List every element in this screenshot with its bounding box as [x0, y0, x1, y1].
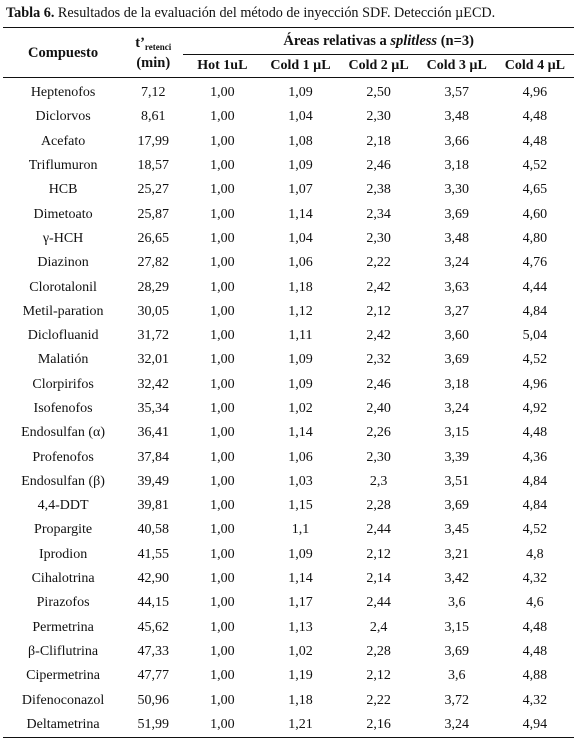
cell-cold2: 2,40: [366, 401, 391, 416]
table-row: [3, 348, 574, 372]
header-group-prefix: Áreas relativas a: [283, 33, 391, 49]
cell-cold1: 1,11: [288, 328, 313, 344]
cell-hot1: 1,00: [210, 619, 235, 635]
cell-cold2: 2,22: [366, 692, 391, 708]
cell-hot1: 1,00: [210, 571, 235, 587]
cell-retention: 50,96: [137, 692, 169, 708]
cell-cold1: 1,09: [288, 85, 313, 101]
cell-cold3: 3,45: [444, 522, 469, 538]
table-header: [3, 28, 574, 78]
cell-cold2: 2,50: [366, 85, 391, 101]
cell-retention: 40,58: [137, 522, 169, 538]
cell-cold1: 1,14: [288, 425, 313, 441]
cell-cold1: 1,18: [288, 279, 313, 295]
cell-cold3: 3,69: [444, 498, 469, 514]
header-col-cold1: Cold 1 µL: [261, 55, 339, 78]
cell-cold4: 4,6: [526, 595, 544, 611]
cell-compound: Cihalotrina: [31, 571, 95, 587]
cell-hot1: 1,00: [210, 85, 235, 101]
cell-compound: Clorotalonil: [29, 279, 97, 295]
cell-cold1: 1,12: [288, 303, 313, 319]
cell-cold4: 4,32: [522, 692, 548, 708]
cell-retention: 28,29: [137, 279, 169, 295]
cell-cold2: 2,30: [366, 449, 391, 465]
cell-hot1: 1,00: [210, 498, 235, 514]
table-row: [3, 324, 574, 348]
cell-hot1: 1,00: [210, 230, 235, 246]
cell-compound: Cipermetrina: [26, 668, 101, 684]
cell-hot1: 1,00: [210, 643, 235, 659]
cell-cold1: 1,09: [288, 546, 313, 562]
cell-cold4: 4,76: [522, 255, 548, 271]
cell-cold3: 3,18: [444, 376, 469, 392]
table-row: [3, 640, 574, 664]
cell-retention: 45,62: [137, 619, 169, 635]
cell-retention: 42,90: [137, 571, 169, 587]
cell-retention: 25,87: [137, 206, 169, 222]
cell-cold1: 1,13: [288, 619, 313, 635]
table-row: [3, 105, 574, 129]
cell-cold2: 2,46: [366, 158, 391, 174]
cell-cold3: 3,42: [444, 571, 469, 587]
cell-cold2: 2,12: [366, 303, 391, 319]
cell-hot1: 1,00: [210, 668, 235, 684]
cell-compound: Endosulfan (α): [21, 425, 106, 441]
cell-cold1: 1,09: [288, 158, 313, 174]
cell-cold3: 3,18: [444, 158, 469, 174]
cell-cold2: 2,26: [366, 425, 391, 441]
cell-cold1: 1,09: [288, 352, 313, 368]
cell-hot1: 1,00: [210, 376, 235, 392]
cell-compound: Propargite: [34, 522, 93, 538]
cell-cold4: 4,96: [522, 376, 548, 392]
cell-cold2: 2,30: [366, 109, 391, 125]
cell-hot1: 1,00: [210, 182, 235, 198]
cell-hot1: 1,00: [210, 255, 235, 271]
cell-cold2: 2,3: [369, 473, 388, 489]
cell-cold1: 1,18: [288, 692, 313, 708]
cell-compound: Clorpirifos: [32, 376, 94, 392]
table-row: [3, 616, 574, 640]
header-col-cold2: Cold 2 µL: [340, 55, 418, 78]
table-row: [3, 591, 574, 615]
table-row: [3, 664, 574, 688]
cell-hot1: 1,00: [183, 713, 261, 738]
header-compound: Compuesto: [3, 28, 123, 78]
table-row: [3, 275, 574, 299]
cell-cold4: 4,84: [522, 498, 548, 514]
cell-cold3: 3,27: [444, 303, 469, 319]
caption-text: Resultados de la evaluación del método de inyección SDF. Detección µECD.: [54, 5, 496, 21]
cell-cold3: 3,21: [444, 546, 469, 562]
cell-compound: β-Cliflutrina: [28, 643, 99, 659]
table-row: [3, 421, 574, 445]
cell-cold1: 1,14: [288, 571, 313, 587]
cell-cold1: 1,02: [288, 643, 313, 659]
cell-cold4: 4,80: [522, 230, 548, 246]
table-row: [3, 373, 574, 397]
cell-retention: 47,77: [137, 668, 169, 684]
cell-hot1: 1,00: [210, 328, 235, 344]
cell-cold3: 3,48: [444, 230, 469, 246]
cell-cold2: 2,32: [366, 352, 391, 368]
header-retention-main: t’: [135, 34, 145, 51]
cell-cold4: 4,48: [522, 425, 548, 441]
cell-cold3: 3,69: [444, 206, 469, 222]
header-relative-areas: [183, 28, 574, 55]
cell-cold4: 4,48: [522, 109, 548, 125]
cell-compound: Diclofluanid: [27, 328, 99, 344]
cell-compound: Deltametrina: [3, 713, 123, 738]
table-row: [3, 300, 574, 324]
cell-cold4: 5,04: [522, 328, 548, 344]
table-body: [3, 78, 574, 738]
cell-cold4: 4,60: [522, 206, 548, 222]
header-retention-unit: (min): [136, 54, 171, 71]
cell-hot1: 1,00: [210, 401, 235, 416]
cell-retention: 44,15: [137, 595, 169, 611]
table-caption: [6, 5, 495, 22]
cell-cold2: 2,12: [366, 668, 391, 684]
cell-cold3: 3,6: [447, 595, 466, 611]
cell-retention: 26,65: [137, 230, 169, 246]
cell-retention: 47,33: [137, 643, 169, 659]
header-retention-subscript: retenci: [144, 41, 172, 52]
cell-cold3: 3,48: [444, 109, 469, 125]
cell-cold3: 3,72: [444, 692, 469, 708]
cell-cold4: 4,92: [522, 401, 548, 416]
cell-cold1: 1,02: [288, 401, 313, 416]
cell-cold1: 1,17: [288, 595, 313, 611]
cell-cold1: 1,1: [291, 522, 310, 538]
cell-cold1: 1,19: [288, 668, 313, 684]
cell-cold3: 3,15: [444, 619, 469, 635]
table-row: [3, 543, 574, 567]
cell-compound: Isofenofos: [33, 401, 93, 416]
cell-cold2: 2,42: [366, 328, 391, 344]
cell-retention: 41,55: [137, 546, 169, 562]
cell-cold1: 1,06: [288, 449, 313, 465]
cell-cold2: 2,46: [366, 376, 391, 392]
cell-retention: 51,99: [123, 713, 183, 738]
cell-cold2: 2,38: [366, 182, 391, 198]
cell-hot1: 1,00: [210, 279, 235, 295]
cell-hot1: 1,00: [210, 158, 235, 174]
cell-cold3: 3,39: [444, 449, 469, 465]
cell-hot1: 1,00: [210, 109, 235, 125]
cell-compound: Heptenofos: [30, 85, 96, 101]
cell-compound: Permetrina: [32, 619, 94, 635]
cell-cold1: 1,06: [288, 255, 313, 271]
cell-cold4: 4,65: [522, 182, 548, 198]
cell-retention: 36,41: [137, 425, 169, 441]
cell-retention: 17,99: [137, 133, 169, 149]
cell-retention: 27,82: [137, 255, 169, 271]
table-row: [3, 445, 574, 469]
cell-cold2: 2,44: [366, 522, 391, 538]
table-row: [3, 251, 574, 275]
table-row: [3, 130, 574, 154]
cell-cold1: 1,07: [288, 182, 313, 198]
cell-compound: Difenoconazol: [21, 692, 105, 708]
cell-compound: Iprodion: [38, 546, 88, 562]
cell-cold4: 4,36: [522, 449, 548, 465]
cell-compound: Pirazofos: [36, 595, 90, 611]
table-row: [3, 397, 574, 421]
cell-cold4: 4,94: [496, 713, 574, 738]
cell-retention: 37,84: [137, 449, 169, 465]
cell-cold2: 2,16: [340, 713, 418, 738]
cell-cold1: 1,08: [288, 133, 313, 149]
cell-cold3: 3,24: [444, 401, 469, 416]
cell-hot1: 1,00: [210, 595, 235, 611]
cell-hot1: 1,00: [210, 352, 235, 368]
cell-cold3: 3,15: [444, 425, 469, 441]
cell-retention: 32,01: [137, 352, 169, 368]
cell-cold4: 4,88: [522, 668, 548, 684]
table-row: [3, 494, 574, 518]
table-row: [3, 154, 574, 178]
cell-cold4: 4,84: [522, 473, 548, 489]
table-row: [3, 518, 574, 542]
cell-cold2: 2,34: [366, 206, 391, 222]
cell-retention: 31,72: [137, 328, 169, 344]
cell-hot1: 1,00: [210, 425, 235, 441]
cell-cold3: 3,30: [444, 182, 469, 198]
cell-hot1: 1,00: [210, 133, 235, 149]
cell-cold4: 4,32: [522, 571, 548, 587]
cell-cold1: 1,15: [288, 498, 313, 514]
cell-cold3: 3,57: [444, 85, 469, 101]
cell-compound: Malatión: [37, 352, 89, 368]
cell-retention: 35,34: [137, 401, 169, 416]
table-row: [3, 202, 574, 226]
cell-hot1: 1,00: [210, 692, 235, 708]
cell-cold4: 4,96: [522, 85, 548, 101]
cell-cold2: 2,30: [366, 230, 391, 246]
cell-cold3: 3,6: [447, 668, 466, 684]
header-col-cold3: Cold 3 µL: [418, 55, 496, 78]
cell-retention: 39,81: [137, 498, 169, 514]
cell-cold1: 1,09: [288, 376, 313, 392]
cell-compound: Diazinon: [37, 255, 89, 271]
table-row: [3, 567, 574, 591]
cell-cold2: 2,42: [366, 279, 391, 295]
cell-hot1: 1,00: [210, 546, 235, 562]
table-row: [3, 227, 574, 251]
cell-retention: 18,57: [137, 158, 169, 174]
cell-compound: 4,4-DDT: [37, 498, 89, 514]
table-row: [3, 688, 574, 712]
cell-cold1: 1,14: [288, 206, 313, 222]
cell-compound: Acefato: [40, 133, 86, 149]
cell-cold4: 4,48: [522, 643, 548, 659]
cell-compound: Diclorvos: [35, 109, 91, 125]
cell-cold2: 2,28: [366, 643, 391, 659]
cell-compound: Triflumuron: [28, 158, 98, 174]
cell-cold3: 3,24: [418, 713, 496, 738]
cell-cold3: 3,66: [444, 133, 469, 149]
cell-cold4: 4,44: [522, 279, 548, 295]
cell-cold3: 3,51: [444, 473, 469, 489]
cell-compound: Profenofos: [32, 449, 94, 465]
cell-cold2: 2,44: [366, 595, 391, 611]
header-group-suffix: (n=3): [437, 33, 474, 49]
table-row: [3, 470, 574, 494]
cell-cold1: 1,03: [288, 473, 313, 489]
cell-retention: 30,05: [137, 303, 169, 319]
cell-retention: 25,27: [137, 182, 169, 198]
header-col-hot1: Hot 1uL: [183, 55, 261, 78]
header-retention-time: [123, 28, 183, 78]
cell-cold2: 2,4: [369, 619, 388, 635]
caption-label: Tabla 6.: [6, 5, 55, 21]
cell-hot1: 1,00: [210, 449, 235, 465]
cell-cold4: 4,52: [522, 158, 548, 174]
cell-retention: 7,12: [140, 85, 166, 101]
cell-hot1: 1,00: [210, 473, 235, 489]
cell-cold3: 3,60: [444, 328, 469, 344]
header-group-italic: splitless: [390, 33, 438, 49]
cell-cold1: 1,04: [288, 230, 313, 246]
cell-cold2: 2,18: [366, 133, 391, 149]
cell-cold3: 3,69: [444, 643, 469, 659]
cell-cold3: 3,63: [444, 279, 469, 295]
cell-compound: HCB: [48, 182, 78, 198]
cell-cold2: 2,12: [366, 546, 391, 562]
cell-cold4: 4,52: [522, 522, 548, 538]
cell-compound: Dimetoato: [33, 206, 93, 222]
cell-hot1: 1,00: [210, 206, 235, 222]
cell-cold2: 2,28: [366, 498, 391, 514]
cell-cold3: 3,69: [444, 352, 469, 368]
table-row: [3, 178, 574, 202]
cell-hot1: 1,00: [210, 522, 235, 538]
cell-retention: 32,42: [137, 376, 169, 392]
results-table: [3, 27, 574, 738]
cell-cold3: 3,24: [444, 255, 469, 271]
cell-cold4: 4,52: [522, 352, 548, 368]
cell-cold4: 4,48: [522, 133, 548, 149]
cell-cold4: 4,48: [522, 619, 548, 635]
cell-compound: γ-HCH: [42, 230, 84, 246]
cell-cold2: 2,22: [366, 255, 391, 271]
cell-cold1: 1,04: [288, 109, 313, 125]
table-row: [3, 78, 574, 106]
cell-cold4: 4,84: [522, 303, 548, 319]
cell-cold2: 2,14: [366, 571, 391, 587]
cell-retention: 8,61: [140, 109, 166, 125]
cell-cold1: 1,21: [261, 713, 339, 738]
cell-hot1: 1,00: [210, 303, 235, 319]
cell-compound: Metil-paration: [22, 303, 104, 319]
header-col-cold4: Cold 4 µL: [496, 55, 574, 78]
cell-retention: 39,49: [137, 473, 169, 489]
table-row: [3, 713, 574, 738]
cell-compound: Endosulfan (β): [21, 473, 105, 489]
cell-cold4: 4,8: [526, 546, 544, 562]
